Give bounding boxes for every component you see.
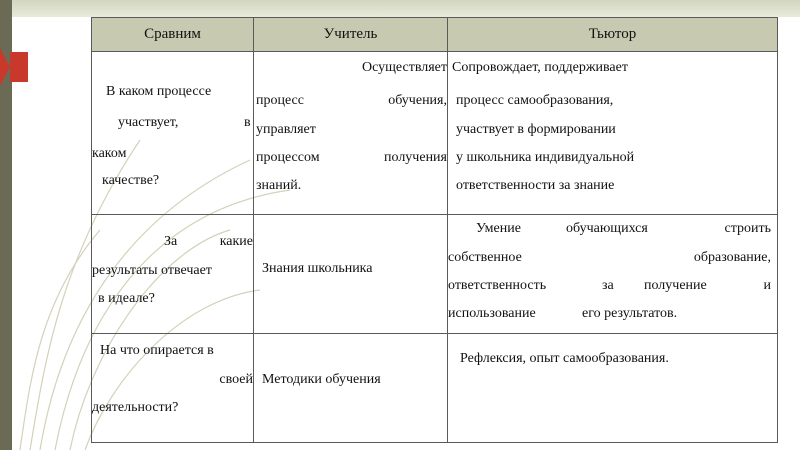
- teacher-cell: [254, 334, 448, 443]
- tutor-text: получение: [644, 278, 707, 293]
- tutor-text: Рефлексия, опыт самообразования.: [460, 351, 669, 366]
- red-arrow-marker: [0, 48, 10, 86]
- tutor-text: участвует в формировании: [456, 122, 616, 137]
- teacher-text: Осуществляет: [362, 60, 447, 75]
- tutor-text: ответственность: [448, 278, 547, 293]
- question-text: результаты отвечает: [92, 263, 212, 278]
- question-text: деятельности?: [92, 400, 179, 415]
- tutor-text: его результатов.: [582, 306, 678, 321]
- tutor-text: обучающихся: [566, 221, 648, 236]
- teacher-text: получения: [384, 150, 447, 165]
- tutor-text: строить: [724, 221, 771, 236]
- teacher-text: Знания школьника: [262, 261, 373, 276]
- question-text: каком: [92, 146, 127, 161]
- tutor-text: за: [602, 278, 614, 293]
- question-text: в: [244, 115, 251, 130]
- table-row: [92, 52, 778, 215]
- header-teacher: Учитель: [254, 18, 448, 52]
- teacher-text: Методики обучения: [262, 372, 381, 387]
- comparison-table: [91, 17, 778, 443]
- tutor-text: Сопровождает, поддерживает: [452, 60, 628, 75]
- teacher-cell: [254, 215, 448, 334]
- tutor-text: ответственности за знание: [456, 178, 615, 193]
- question-text: За: [164, 234, 178, 249]
- question-cell: [92, 334, 254, 443]
- question-text: в идеале?: [98, 291, 155, 306]
- teacher-text: обучения,: [388, 93, 447, 108]
- tutor-cell: [448, 52, 778, 215]
- tutor-text: у школьника индивидуальной: [456, 150, 635, 165]
- table-header-row: [92, 18, 778, 52]
- question-cell: [92, 52, 254, 215]
- table-row: [92, 215, 778, 334]
- tutor-cell: [448, 334, 778, 443]
- question-text: участвует,: [118, 115, 179, 130]
- teacher-text: знаний.: [256, 178, 302, 193]
- header-compare: Сравним: [92, 18, 254, 52]
- tutor-text: собственное: [448, 250, 522, 265]
- teacher-text: процесс: [256, 93, 304, 108]
- teacher-text: управляет: [256, 122, 316, 137]
- question-text: своей: [219, 372, 253, 387]
- table-row: [92, 334, 778, 443]
- tutor-cell: [448, 215, 778, 334]
- question-text: какие: [219, 234, 253, 249]
- tutor-text: и: [763, 278, 771, 293]
- tutor-text: Умение: [476, 221, 521, 236]
- tutor-text: процесс самообразования,: [456, 93, 614, 108]
- question-text: качестве?: [102, 173, 160, 188]
- tutor-text: использование: [448, 306, 536, 321]
- teacher-text: процессом: [256, 150, 320, 165]
- teacher-cell: [254, 52, 448, 215]
- red-bar-marker: [10, 52, 28, 82]
- question-text: В каком процессе: [106, 84, 212, 99]
- question-cell: [92, 215, 254, 334]
- question-text: На что опирается в: [100, 343, 214, 358]
- header-tutor: Тьютор: [448, 18, 778, 52]
- tutor-text: образование,: [693, 250, 771, 265]
